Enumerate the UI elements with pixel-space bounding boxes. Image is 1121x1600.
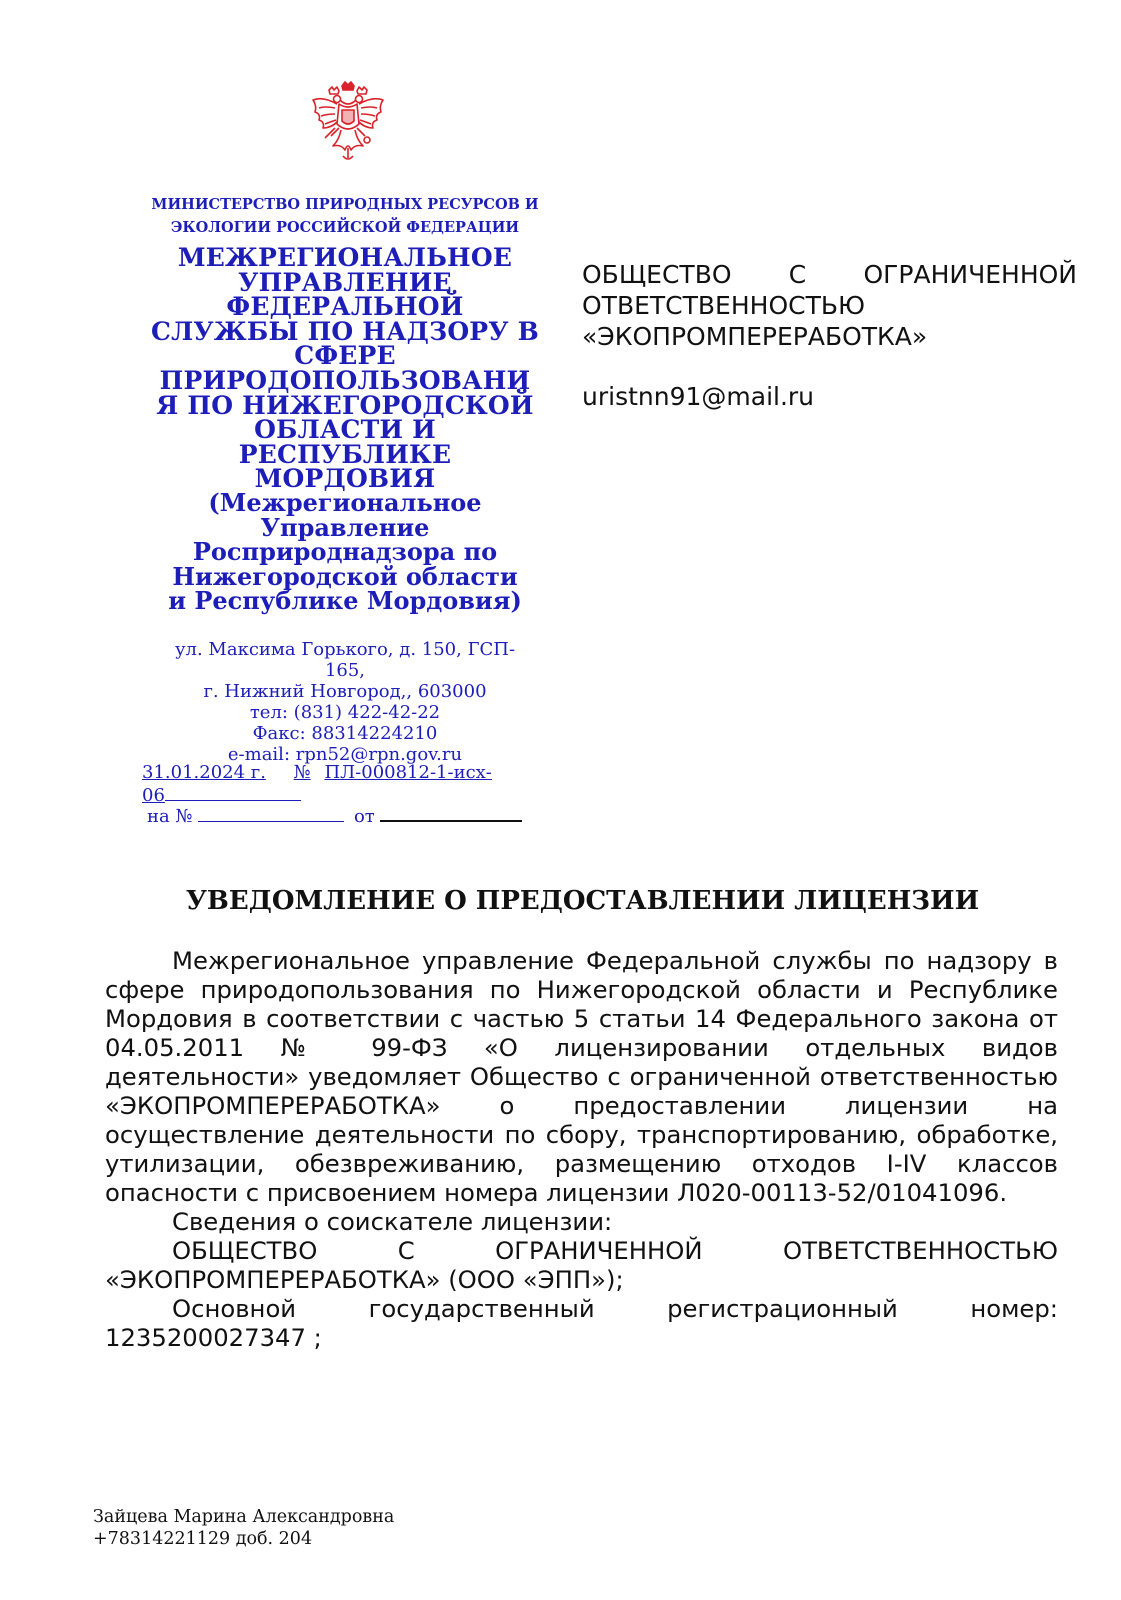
agency-short-line: и Республике Мордовия)	[168, 586, 522, 616]
body-paragraph: ОБЩЕСТВО С ОГРАНИЧЕННОЙ ОТВЕТСТВЕННОСТЬЮ «ЭКОПРОМПЕРЕРАБОТКА» (ООО «ЭПП»);	[105, 1236, 1058, 1294]
recipient-name-line: ОБЩЕСТВО С ОГРАНИЧЕННОЙ	[582, 260, 1077, 289]
address-phone: тел: (831) 422-42-22	[249, 702, 441, 723]
address-email: e-mail: rpn52@rpn.gov.ru	[227, 744, 463, 765]
agency-name-line: СФЕРЕ	[294, 341, 396, 371]
registration-number: ПЛ-000812-1-исх-	[324, 762, 492, 783]
recipient-email: uristnn91@mail.ru	[582, 382, 815, 411]
agency-name-line: МЕЖРЕГИОНАЛЬНОЕ	[177, 243, 513, 272]
agency-name-line: УПРАВЛЕНИЕ	[238, 267, 452, 297]
reference-date-label: от	[353, 806, 375, 827]
executor-phone: +78314221129 доб. 204	[93, 1529, 313, 1549]
agency-name-line: МОРДОВИЯ	[254, 464, 436, 494]
russian-coat-of-arms-icon	[309, 80, 387, 162]
document-title: УВЕДОМЛЕНИЕ О ПРЕДОСТАВЛЕНИИ ЛИЦЕНЗИИ	[185, 886, 980, 916]
agency-name	[138, 243, 552, 494]
recipient-block	[582, 259, 1077, 352]
registration-number-sign: №	[293, 762, 311, 783]
agency-name-line: ФЕДЕРАЛЬНОЙ	[226, 292, 464, 322]
registration-line	[142, 763, 552, 806]
agency-short-line: Росприроднадзора по	[192, 537, 498, 567]
address-line: 165,	[324, 660, 366, 681]
executor-name: Зайцева Марина Александровна	[93, 1507, 395, 1527]
agency-name-line: Я ПО НИЖЕГОРОДСКОЙ	[156, 390, 534, 420]
agency-short-line: Нижегородской области	[172, 561, 518, 591]
registration-number-suffix: 06	[142, 785, 165, 806]
address-fax: Факс: 88314224210	[252, 723, 438, 744]
reference-number-label: на №	[147, 806, 193, 827]
address-line: г. Нижний Новгород,, 603000	[203, 681, 487, 702]
document-body	[105, 946, 1058, 1352]
agency-name-line: СЛУЖБЫ ПО НАДЗОРУ В	[150, 316, 540, 346]
agency-name-line: ПРИРОДОПОЛЬЗОВАНИ	[159, 365, 531, 395]
registration-underline	[165, 783, 301, 801]
agency-name-line: ОБЛАСТИ И	[254, 415, 436, 445]
agency-short-line: (Межрегиональное	[208, 488, 482, 517]
ministry-name: МИНИСТЕРСТВО ПРИРОДНЫХ РЕСУРСОВ И ЭКОЛОГИИ РОССИЙСКОЙ ФЕДЕРАЦИИ	[151, 196, 539, 236]
agency-address	[138, 639, 552, 765]
body-paragraph: Основной государственный регистрационный номер: 1235200027347 ;	[105, 1294, 1058, 1352]
registration-date: 31.01.2024 г.	[142, 762, 266, 783]
address-line: ул. Максима Горького, д. 150, ГСП-	[174, 639, 516, 660]
body-paragraph: Сведения о соискателе лицензии:	[172, 1207, 613, 1236]
reference-date-blank	[380, 804, 522, 822]
recipient-name-line: ОТВЕТСТВЕННОСТЬЮ	[582, 291, 865, 320]
agency-name-line: РЕСПУБЛИКЕ	[238, 439, 452, 469]
executor-contact	[93, 1506, 394, 1550]
reference-line	[147, 804, 547, 827]
reference-number-blank	[198, 805, 344, 822]
body-paragraph: Межрегиональное управление Федеральной службы по надзору в сфере природопользования по Нижегородской области и Республике Мордовия в соответствии с частью 5 статьи 14 Федерального закона от 04.05.2011 № 99-ФЗ «О лицензировании отдельных видов деятельности» уведомляет Общество с ограниченной ответственностью «ЭКОПРОМПЕРЕРАБОТКА» о предоставлении лицензии на осуществление деятельности по сбору, транспортированию, обработке, утилизации, обезвреживанию, размещению отходов I-IV классов опасности с присвоением номера лицензии Л020-00113-52/01041096.	[105, 946, 1058, 1207]
agency-short-name	[138, 488, 552, 616]
agency-short-line: Управление	[260, 512, 430, 542]
recipient-name-line: «ЭКОПРОМПЕРЕРАБОТКА»	[582, 322, 928, 351]
